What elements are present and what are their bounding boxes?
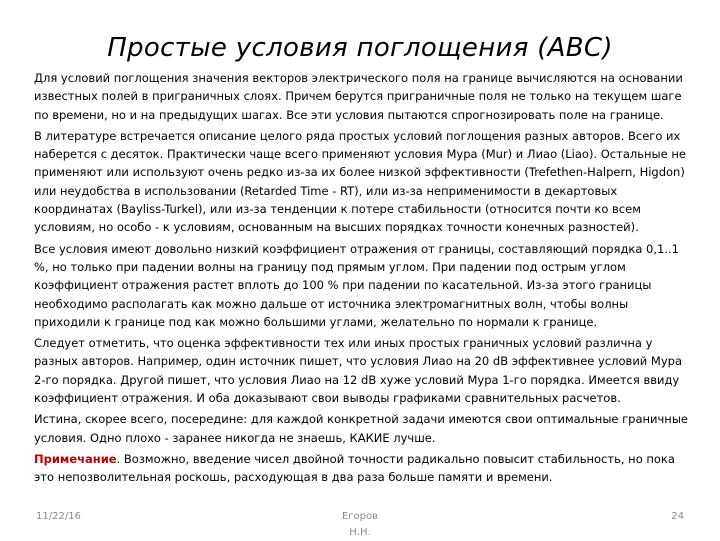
footer-date: 11/22/16 [36,511,81,522]
note-label: Примечание [34,451,117,466]
paragraph-authors-overview: В литературе встречается описание целого ряда простых условий поглощения разных авторов. Всего их наберется с десяток. Практически чаще всего применяют условия Мура (Mur) и Лиао (Liao). Остальные не применяют или используют очень редко из-за их более низкой эффективности (Trefethen-Halpern, Higdon) или неудобства в использовании (Retarded Time - RT), или из-за неприменимости в декартовых координатах (Bayliss-Turkel), или из-за тенденции к потере стабильности (относится почти ко всем условиям, но особо - к условиям, основанным на высших порядках точности конечных разностей). [34,128,686,235]
paragraph-reflection-coefficient: Все условия имеют довольно низкий коэффициент отражения от границы, составляющий порядка 0,1..1 %, но только при падении волны на границу под прямым углом. При падении под острым углом коэффициент отражения растет вплоть до 100 % при падении по касательной. Из-за этого границы необходимо располагать как можно дальше от источника электромагнитных волн, чтобы волны приходили к границе под как можно большими углами, желательно по нормали к границе. [34,241,679,329]
footer-author: Егоров Н.Н. [341,511,379,538]
slide-body [34,69,690,490]
footer-page-number: 24 [671,511,684,522]
paragraph-note [34,450,690,487]
paragraph-conclusion: Истина, скорее всего, посередине: для каждой конкретной задачи имеются свои оптимальные граничные условия. Одно плохо - заранее никогда не знаешь, КАКИЕ лучше. [34,412,688,445]
note-text: . Возможно, введение чисел двойной точности радикально повысит стабильность, но пока это непозволительная роскошь, расходующая в два раза больше памяти и времени. [34,451,675,485]
slide-title: Простые условия поглощения (ABC) [107,33,613,63]
paragraph-efficiency-comparison: Следует отметить, что оценка эффективности тех или иных простых граничных условий различна у разных авторов. Например, один источник пишет, что условия Лиао на 20 dB эффективнее условий Мура 2-го порядка. Другой пишет, что условия Лиао на 12 dB хуже условий Мура 1-го порядка. Имеется ввиду коэффициент отражения. И оба доказывают свои выводы графиками сравнительных расчетов. [34,336,682,406]
paragraph-boundary-definition: Для условий поглощения значения векторов электрического поля на границе вычисляются на основании известных полей в приграничных слоях. Причем берутся приграничные поля не только на текущем шаге по времени, но и на предыдущих шагах. Все эти условия пытаются спрогнозировать поле на границе. [34,71,683,122]
